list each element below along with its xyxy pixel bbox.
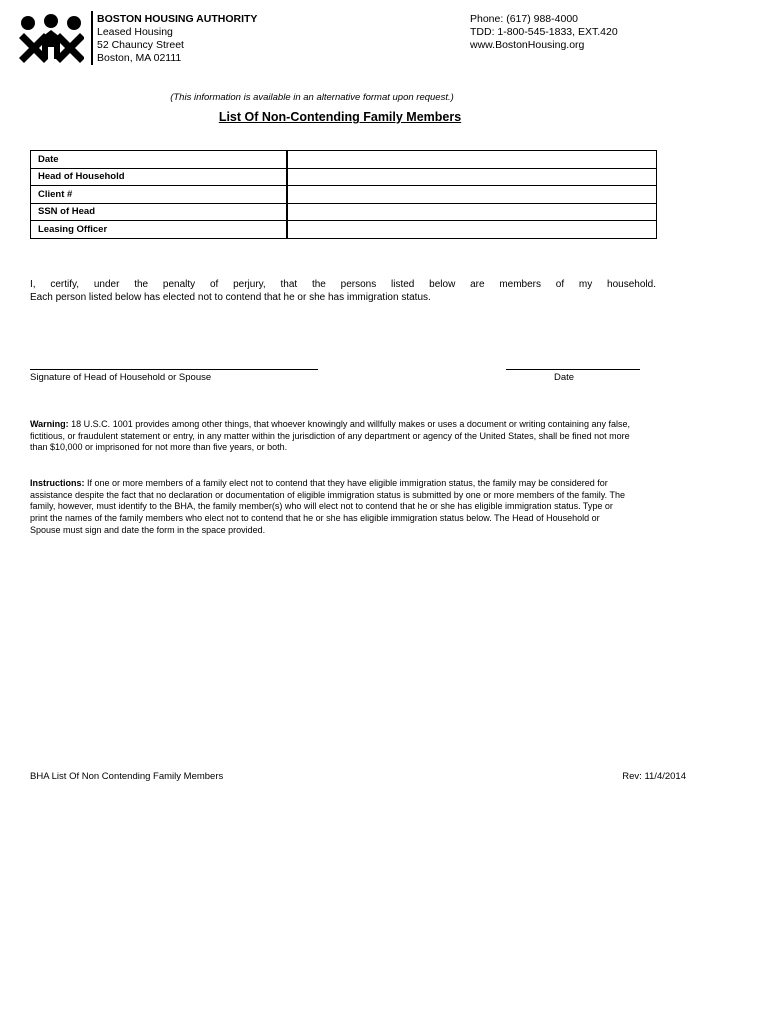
instructions-paragraph bbox=[30, 478, 630, 537]
footer-form-name: BHA List Of Non Contending Family Members bbox=[30, 771, 224, 782]
client-number-field[interactable] bbox=[287, 186, 657, 204]
tdd-number: TDD: 1-800-545-1833, EXT.420 bbox=[470, 26, 618, 38]
certification-line-1: I, certify, under the penalty of perjury, that the persons listed below are members of my household. bbox=[30, 279, 656, 290]
ssn-of-head-label: SSN of Head bbox=[31, 203, 287, 221]
street-address: 52 Chauncy Street bbox=[97, 39, 184, 51]
instructions-lead: Instructions: bbox=[30, 478, 85, 488]
signature-label: Signature of Head of Household or Spouse bbox=[30, 372, 212, 383]
signature-date-line[interactable] bbox=[506, 369, 640, 370]
department-name: Leased Housing bbox=[97, 26, 173, 38]
ssn-of-head-field[interactable] bbox=[287, 203, 657, 221]
head-of-household-label: Head of Household bbox=[31, 168, 287, 186]
leasing-officer-field[interactable] bbox=[287, 221, 657, 239]
page-title: List Of Non-Contending Family Members bbox=[218, 110, 462, 124]
city-address: Boston, MA 02111 bbox=[97, 52, 182, 64]
table-row bbox=[31, 221, 657, 239]
signature-line[interactable] bbox=[30, 369, 318, 370]
warning-text: 18 U.S.C. 1001 provides among other things, that whoever knowingly and willfully makes or uses a document or writing containing any false, fictitious, or fraudulent statement or entry, in any matter within the jurisdiction of any department or agency of the United States, shall be fined not more than $10,000 or imprisoned for not more than five years, or both. bbox=[30, 419, 630, 453]
certification-statement bbox=[30, 278, 656, 304]
warning-lead: Warning: bbox=[30, 419, 69, 429]
contact-block bbox=[470, 13, 618, 52]
instructions-text: If one or more members of a family elect not to contend that they have eligible immigration status, the family may be considered for assistance despite the fact that no declaration or documentation of eligible immigration status is submitted by one or more members of the family. The family, however, must identify to the BHA, the family member(s) who will elect not to contend that he or she has eligible immigration status. Type or print the names of the family members who elect not to contend that he or she has eligible immigration status below. The Head of Household or Spouse must sign and date the form in the space provided. bbox=[30, 478, 625, 535]
header-divider bbox=[91, 11, 93, 65]
org-name: BOSTON HOUSING AUTHORITY bbox=[97, 13, 258, 25]
client-number-label: Client # bbox=[31, 186, 287, 204]
website: www.BostonHousing.org bbox=[470, 39, 585, 51]
table-row bbox=[31, 186, 657, 204]
table-row bbox=[31, 151, 657, 169]
bha-logo-icon bbox=[18, 13, 84, 63]
date-field[interactable] bbox=[287, 151, 657, 169]
table-row bbox=[31, 203, 657, 221]
household-info-table bbox=[30, 150, 657, 239]
footer-revision: Rev: 11/4/2014 bbox=[622, 771, 686, 782]
date-label: Date bbox=[31, 151, 287, 169]
certification-line-2: Each person listed below has elected not to contend that he or she has immigration status. bbox=[30, 292, 431, 303]
signature-date-label: Date bbox=[553, 372, 575, 383]
warning-paragraph bbox=[30, 419, 630, 454]
leasing-officer-label: Leasing Officer bbox=[31, 221, 287, 239]
table-row bbox=[31, 168, 657, 186]
alternative-format-notice: (This information is available in an alternative format upon request.) bbox=[170, 92, 454, 103]
org-address-block bbox=[97, 13, 257, 65]
phone-number: Phone: (617) 988-4000 bbox=[470, 13, 578, 25]
head-of-household-field[interactable] bbox=[287, 168, 657, 186]
